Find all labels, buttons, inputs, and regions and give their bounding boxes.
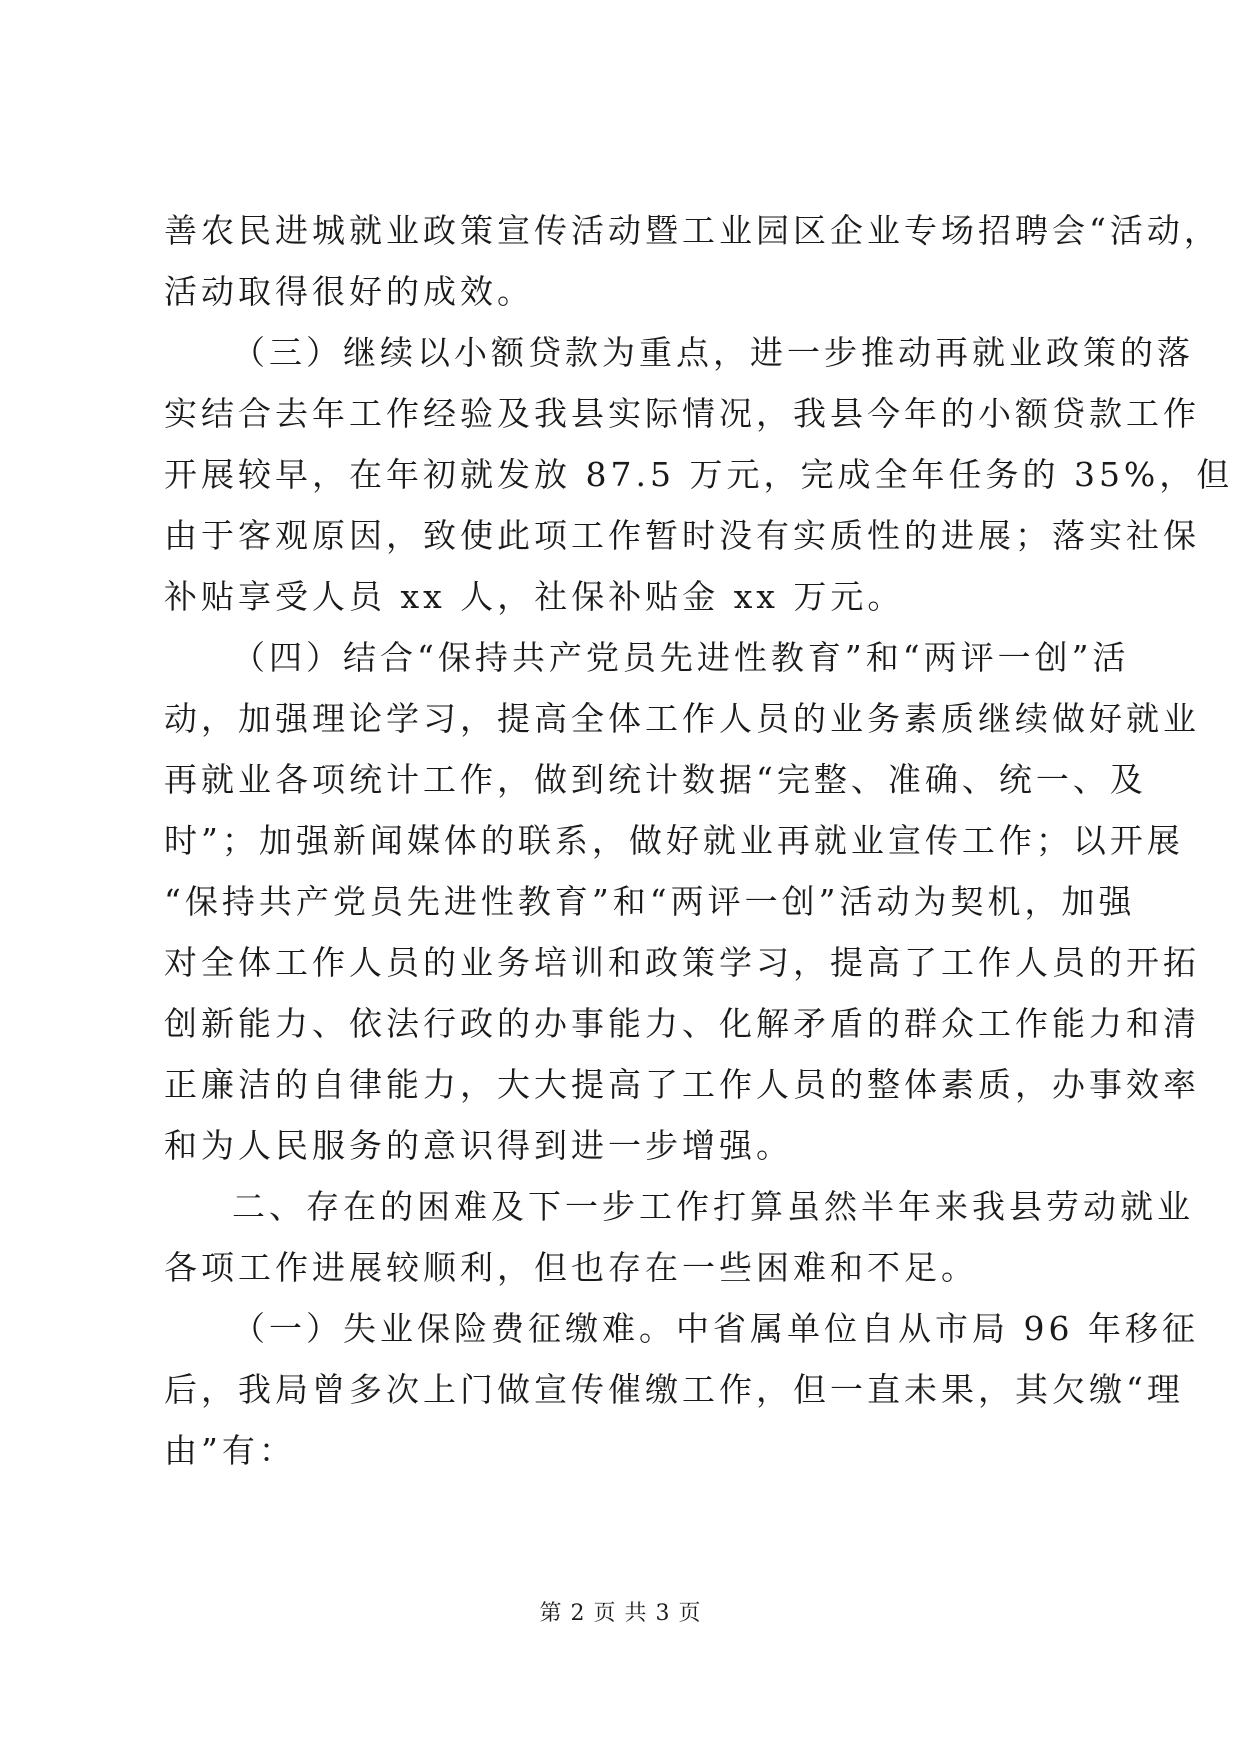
text-line: 开展较早，在年初就发放 87.5 万元，完成全年任务的 35%，但 [164,455,1234,494]
text-line: 实结合去年工作经验及我县实际情况，我县今年的小额贷款工作 [164,394,1200,433]
text-line: 活动取得很好的成效。 [164,272,534,311]
paragraph-start-line: 二、存在的困难及下一步工作打算虽然半年来我县劳动就业 [232,1187,1194,1226]
paragraph-start-line: （一）失业保险费征缴难。中省属单位自从市局 96 年移征 [232,1309,1199,1348]
text-line: 和为人民服务的意识得到进一步增强。 [164,1126,793,1165]
page-number-footer: 第 2 页 共 3 页 [539,1601,702,1626]
document-body [164,200,1234,1481]
text-line: 后，我局曾多次上门做宣传催缴工作，但一直未果，其欠缴“理 [164,1370,1184,1409]
text-line: 动，加强理论学习，提高全体工作人员的业务素质继续做好就业 [164,699,1200,738]
text-line: 时”；加强新闻媒体的联系，做好就业再就业宣传工作；以开展 [164,821,1184,860]
text-line: 各项工作进展较顺利，但也存在一些困难和不足。 [164,1248,978,1287]
text-line: 善农民进城就业政策宣传活动暨工业园区企业专场招聘会“活动， [164,211,1221,250]
text-line: 再就业各项统计工作，做到统计数据“完整、准确、统一、及 [164,760,1147,799]
text-line: 由”有： [164,1431,296,1470]
paragraph-start-line: （四）结合“保持共产党员先进性教育”和“两评一创”活 [232,638,1130,677]
text-line: 由于客观原因，致使此项工作暂时没有实质性的进展；落实社保 [164,516,1200,555]
paragraph-start-line: （三）继续以小额贷款为重点，进一步推动再就业政策的落 [232,333,1194,372]
text-line: 对全体工作人员的业务培训和政策学习，提高了工作人员的开拓 [164,943,1200,982]
text-line: 正廉洁的自律能力，大大提高了工作人员的整体素质，办事效率 [164,1065,1200,1104]
text-line: 创新能力、依法行政的办事能力、化解矛盾的群众工作能力和清 [164,1004,1200,1043]
text-line: 补贴享受人员 xx 人，社保补贴金 xx 万元。 [164,577,905,616]
text-line: “保持共产党员先进性教育”和“两评一创”活动为契机，加强 [164,882,1136,921]
